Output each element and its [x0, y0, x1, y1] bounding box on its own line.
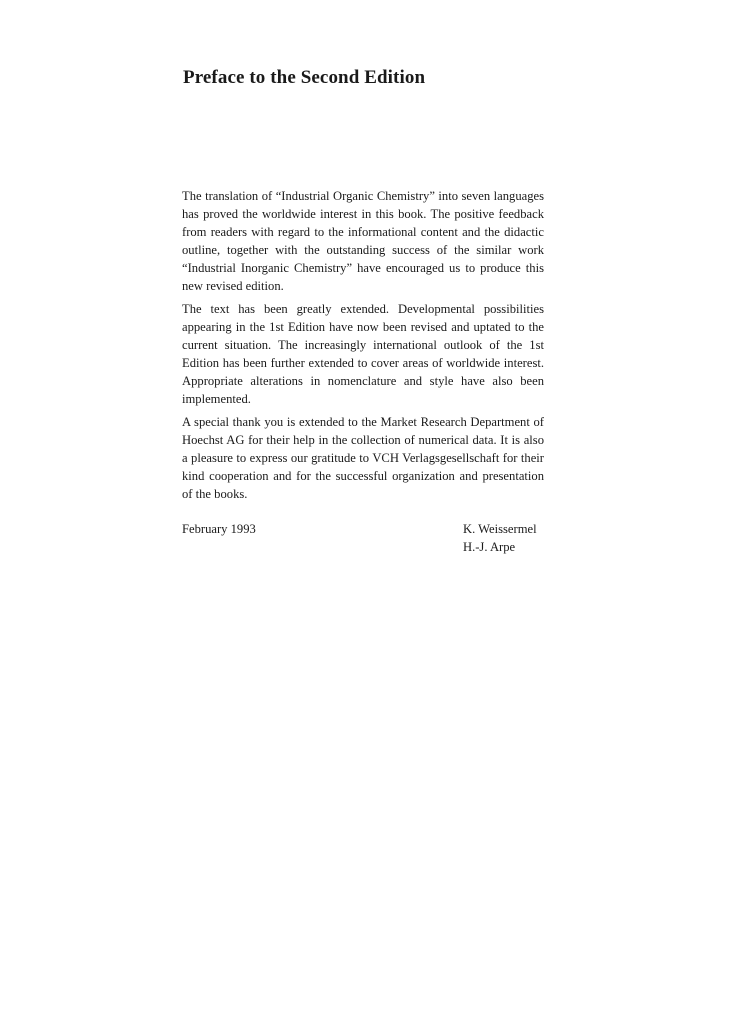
author-name: K. Weissermel — [463, 522, 537, 536]
paragraph-3: A special thank you is extended to the Market Research Department of Hoechst AG for their help in the collection of numerical data. It is also a pleasure to express our gratitude to VCH Verlagsgesellschaft for their kind cooperation and for the successful organization and presentation of the books. — [182, 415, 544, 501]
preface-date: February 1993 — [182, 522, 256, 536]
page-title: Preface to the Second Edition — [183, 67, 426, 88]
author-list — [463, 520, 537, 556]
preface-body — [182, 187, 544, 508]
paragraph-2: The text has been greatly extended. Developmental possibilities appearing in the 1st Edition have now been revised and uptated to the current situation. The increasingly international outlook of the 1st Edition has been further extended to cover areas of worldwide interest. Appropriate alterations in nomenclature and style have also been implemented. — [182, 302, 544, 406]
paragraph-1: The translation of “Industrial Organic Chemistry” into seven languages has proved the worldwide interest in this book. The positive feedback from readers with regard to the informational content and the didactic outline, together with the outstanding success of the similar work “Industrial Inorganic Chemistry” have encouraged us to produce this new revised edition. — [182, 189, 544, 293]
author-name: H.-J. Arpe — [463, 540, 516, 554]
